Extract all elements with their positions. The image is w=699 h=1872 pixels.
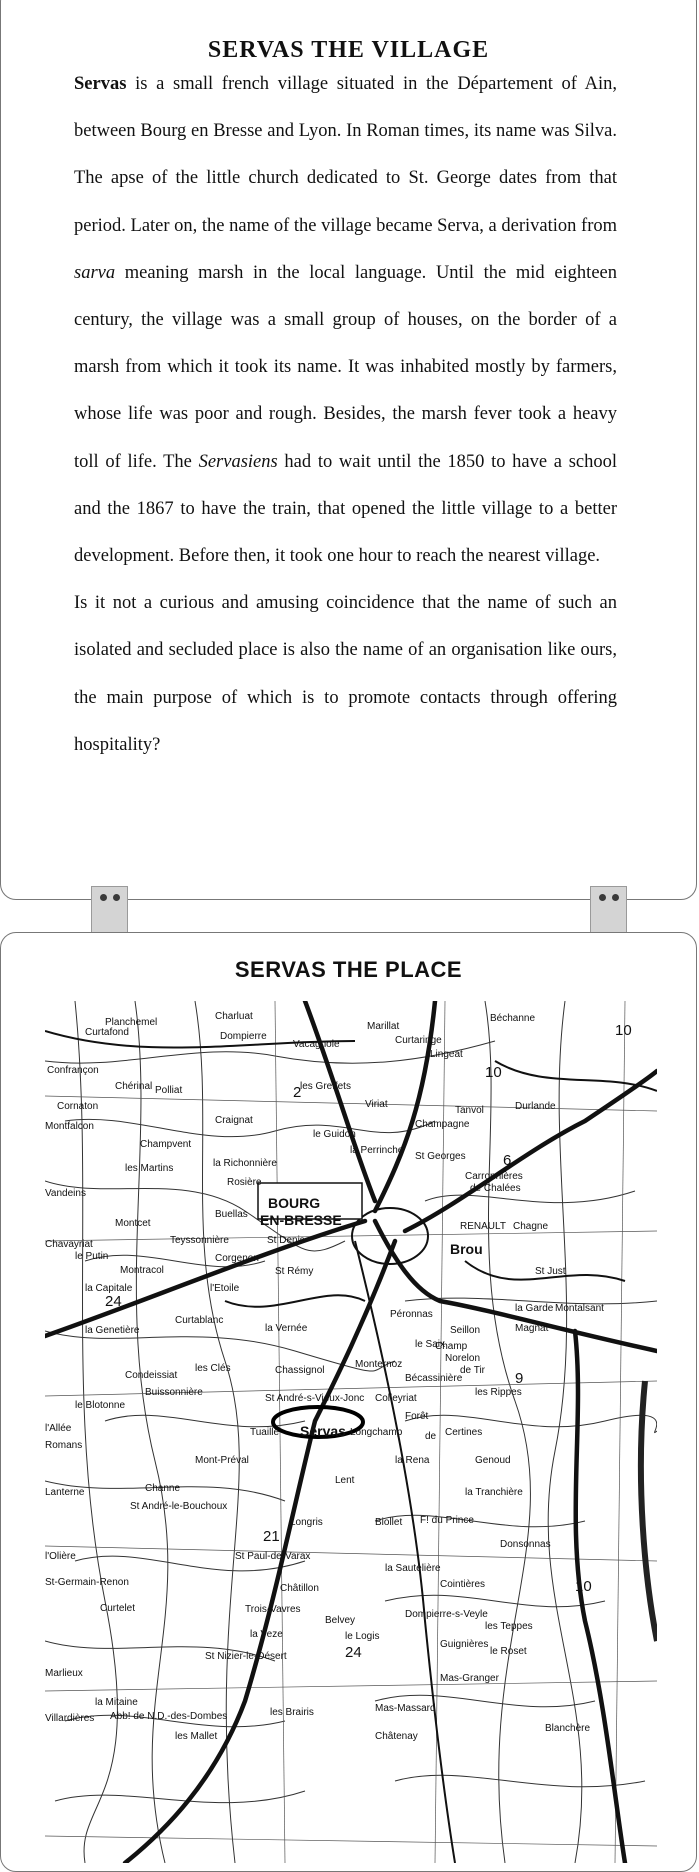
map-label-curtelet: Curtelet	[100, 1603, 136, 1614]
map-label-chatillon: Châtillon	[280, 1583, 319, 1594]
map-label-certines: Certines	[445, 1427, 483, 1438]
map-label-foret: Forêt	[405, 1411, 429, 1422]
map-label-num-10-ne: 10	[615, 1022, 632, 1039]
map-label-vacagnole: Vacagnole	[293, 1039, 340, 1050]
map-label-lent: Lent	[335, 1475, 355, 1486]
map-label-condeissiat: Condeissiat	[125, 1370, 178, 1381]
map-label-f-du-prince: F! du Prince	[420, 1515, 474, 1526]
paragraph-1-part-1: is a small french village situated in the Département of Ain, between Bourg en Bresse and Lyon. In Roman times, its name was Silva. The apse of the little church dedicated to St. George dates from that period. Later on, the name of the village became Serva, a derivation from	[74, 74, 617, 236]
paragraph-1-part-3: had to wait until the 1850 to have a school and the 1867 to have the train, that opened the little village to a better development. Before then, it took one hour to reach the nearest village.	[74, 451, 618, 567]
map-label-monternoz: Monternoz	[355, 1359, 403, 1370]
map-label-buissonniere: Buissonnière	[145, 1387, 203, 1398]
map-label-montcet: Montcet	[115, 1218, 151, 1229]
map-label-polliat: Polliat	[155, 1085, 183, 1096]
railway	[641, 1381, 657, 1641]
map-label-trois-vavres: Trois-Vavres	[245, 1604, 301, 1615]
map-label-magnat: Magnat	[515, 1323, 549, 1334]
map-label-rosiere: Rosière	[227, 1177, 262, 1188]
map-label-st-georges: St Georges	[415, 1151, 466, 1162]
map-label-num-6: 6	[503, 1152, 512, 1169]
map-label-confrancon: Confrançon	[47, 1065, 99, 1076]
map-label-servas: Servas	[300, 1423, 346, 1439]
map-label-champvent: Champvent	[140, 1139, 192, 1150]
map-label-cherinal: Chérinal	[115, 1081, 153, 1092]
map-label-chavayriat: Chavayriat	[45, 1239, 93, 1250]
word-sarva: sarva	[74, 262, 116, 283]
map-label-dompierre-s-veyle: Dompierre-s-Veyle	[405, 1609, 488, 1620]
map-label-becassiniere: Bécassinière	[405, 1373, 463, 1384]
map-label-l-allee: l'Allée	[45, 1423, 72, 1434]
map-label-curtaringe: Curtaringe	[395, 1035, 442, 1046]
place-title: SERVAS THE PLACE	[234, 957, 463, 982]
map-label-mont-preval: Mont-Préval	[195, 1455, 249, 1466]
map-label-la-tranchiere: la Tranchière	[465, 1487, 523, 1498]
map-label-norelon: Norelon	[445, 1353, 481, 1364]
map-label-vandeins: Vandeins	[45, 1188, 86, 1199]
servas-area-map	[45, 1001, 657, 1863]
map-label-tuaille: Tuaille	[250, 1427, 280, 1438]
map-label-bourg: BOURG	[268, 1195, 321, 1211]
map-label-perrinche: la Perrinche	[350, 1145, 404, 1156]
map-label-etoile: l'Etoile	[210, 1283, 240, 1294]
map-label-montalsant: Montalsant	[555, 1303, 604, 1314]
map-label-la-veze: la Veze	[250, 1629, 283, 1640]
map-label-le-putin: le Putin	[75, 1251, 109, 1262]
map-label-abb-dombes: Abb! de N.D.-des-Dombes	[110, 1711, 228, 1722]
map-label-genoud: Genoud	[475, 1455, 511, 1466]
map-label-planchemel: Planchemel	[105, 1017, 158, 1028]
map-label-st-andre-bouchoux: St André-le-Bouchoux	[130, 1501, 228, 1512]
map-label-champ: Champ	[435, 1341, 468, 1352]
map-label-les-martins: les Martins	[125, 1163, 174, 1174]
map-label-marillat: Marillat	[367, 1021, 400, 1032]
map-label-chassignol: Chassignol	[275, 1365, 325, 1376]
map-label-donsonnas: Donsonnas	[500, 1539, 551, 1550]
map-label-la-capitale: la Capitale	[85, 1283, 133, 1294]
map-label-montfalcon: Montfalcon	[45, 1121, 94, 1132]
map-label-teyssonniere: Teyssonnière	[170, 1235, 229, 1246]
map-drawing	[45, 1001, 657, 1863]
map-label-lingeat: Lingeat	[430, 1049, 463, 1060]
map-label-greffets: les Greffets	[300, 1081, 351, 1092]
map-label-num-2: 2	[293, 1084, 302, 1101]
map-label-corgenon: Corgenon	[215, 1253, 259, 1264]
map-label-guidon: le Guidon	[313, 1129, 356, 1140]
map-label-les-rippes: les Rippes	[475, 1387, 522, 1398]
map-label-brou: Brou	[450, 1241, 483, 1257]
map-label-num-24-s: 24	[345, 1644, 362, 1661]
map-label-mas-granger: Mas-Granger	[440, 1673, 499, 1684]
map-label-les-brairis: les Brairis	[270, 1707, 314, 1718]
map-label-cointieres: Cointières	[440, 1579, 486, 1590]
map-label-curtablanc: Curtablanc	[175, 1315, 224, 1326]
map-label-charluat: Charluat	[215, 1011, 253, 1022]
map-label-num-10-se: 10	[575, 1578, 592, 1595]
map-label-channe: Channe	[145, 1483, 181, 1494]
map-label-le-roset: le Roset	[490, 1646, 527, 1657]
map-label-la-rena: la Rena	[395, 1455, 430, 1466]
village-panel	[0, 0, 697, 900]
map-label-les-mallet: les Mallet	[175, 1731, 218, 1742]
map-label-belvey: Belvey	[325, 1615, 356, 1626]
map-label-romans: Romans	[45, 1440, 83, 1451]
servas-lead: Servas	[74, 74, 127, 94]
map-label-tanvol: Tanvol	[455, 1105, 484, 1116]
map-label-la-genetiere: la Genetière	[85, 1325, 140, 1336]
map-label-durlande: Durlande	[515, 1101, 556, 1112]
map-label-chagne: Chagne	[513, 1221, 549, 1232]
map-label-st-nizier-desert: St Nizier-le-Désert	[205, 1651, 287, 1662]
place-panel	[0, 932, 697, 1872]
map-label-colleyriat: Colleyriat	[375, 1393, 417, 1404]
village-title: SERVAS THE VILLAGE	[207, 37, 490, 63]
map-label-villardieres: Villardières	[45, 1713, 95, 1724]
map-label-num-10-n: 10	[485, 1064, 502, 1081]
map-label-st-paul-de-varax: St Paul-de-Varax	[235, 1551, 311, 1562]
map-label-de-chalees: de Chalées	[470, 1183, 521, 1194]
map-label-la-mitaine: la Mitaine	[95, 1697, 138, 1708]
map-label-blanchere: Blanchère	[545, 1723, 591, 1734]
map-label-la-garde: la Garde	[515, 1303, 554, 1314]
map-label-longchamp: Longchamp	[350, 1427, 403, 1438]
map-label-lanterne: Lanterne	[45, 1487, 85, 1498]
map-label-les-teppes: les Teppes	[485, 1621, 533, 1632]
map-label-les-cles: les Clés	[195, 1363, 231, 1374]
map-label-montracol: Montracol	[120, 1265, 164, 1276]
map-label-carronnieres: Carronnières	[465, 1171, 523, 1182]
word-servasiens: Servasiens	[198, 451, 278, 472]
map-label-l-oliere: l'Olière	[45, 1551, 76, 1562]
map-label-st-denis: St Denis	[267, 1235, 305, 1246]
map-label-num-24-w: 24	[105, 1293, 122, 1310]
map-label-viriat: Viriat	[365, 1099, 388, 1110]
map-label-st-just: St Just	[535, 1266, 566, 1277]
map-label-craignat: Craignat	[215, 1115, 253, 1126]
map-label-dompierre-n: Dompierre	[220, 1031, 267, 1042]
map-label-la-sauteliere: la Sautelière	[385, 1563, 441, 1574]
map-label-chatenay: Châtenay	[375, 1731, 418, 1742]
map-label-richonniere: la Richonnière	[213, 1158, 277, 1169]
map-label-le-logis: le Logis	[345, 1631, 380, 1642]
map-label-de: de	[425, 1431, 437, 1442]
map-label-guignieres: Guignières	[440, 1639, 489, 1650]
village-body	[74, 61, 617, 769]
map-label-de-tir: de Tir	[460, 1365, 486, 1376]
paragraph-1-part-2: meaning marsh in the local language. Until the mid eighteen century, the village was a small group of houses, on the border of a marsh from which it took its name. It was inhabited mostly by farmers, whose life was poor and rough. Besides, the marsh fever took a heavy toll of life. The	[74, 262, 617, 472]
map-label-marlieux: Marlieux	[45, 1668, 83, 1679]
map-label-renault: RENAULT	[460, 1221, 506, 1232]
map-label-seillon: Seillon	[450, 1325, 481, 1336]
map-label-st-remy: St Rémy	[275, 1266, 314, 1277]
map-label-champagne: Champagne	[415, 1119, 470, 1130]
map-label-en-bresse: EN-BRESSE	[260, 1212, 342, 1228]
map-label-num-9: 9	[515, 1370, 524, 1387]
village-paragraph-2: Is it not a curious and amusing coincidence that the name of such an isolated and secluded place is also the name of an organisation like ours, the main purpose of which is to promote contacts through offering hospitality?	[74, 593, 617, 755]
map-label-st-germain-renon: St-Germain-Renon	[45, 1577, 129, 1588]
map-label-bechanne: Béchanne	[490, 1013, 536, 1024]
map-label-buellas: Buellas	[215, 1209, 248, 1220]
map-label-peronnas: Péronnas	[390, 1309, 433, 1320]
map-label-st-andre-vieux-jonc: St André-s-Vieux-Jonc	[265, 1393, 365, 1404]
map-label-mas-massard: Mas-Massard	[375, 1703, 436, 1714]
map-label-num-21: 21	[263, 1528, 280, 1545]
village-paragraph-1	[74, 61, 617, 580]
map-label-la-verne: la Vernée	[265, 1323, 308, 1334]
map-label-le-saix: le Saix	[415, 1339, 446, 1350]
map-label-cornaton: Cornaton	[57, 1101, 99, 1112]
map-label-le-blotonne: le Blotonne	[75, 1400, 126, 1411]
map-label-longris: Longris	[290, 1517, 323, 1528]
map-label-biollet: Biollet	[375, 1517, 403, 1528]
map-label-curtafond: Curtafond	[85, 1027, 129, 1038]
